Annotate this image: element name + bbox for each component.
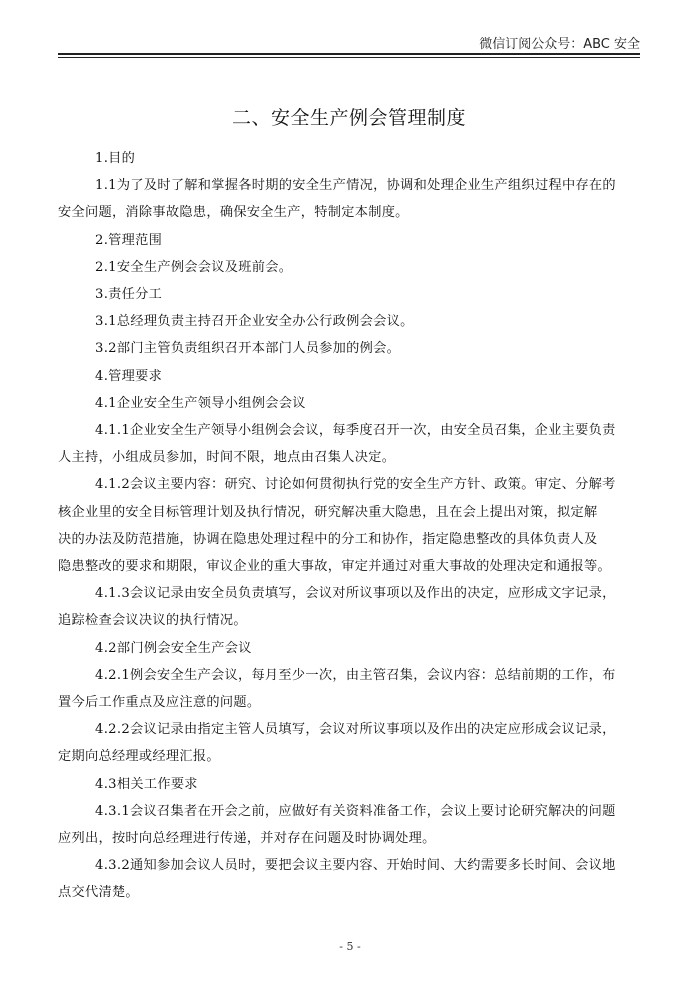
paragraph-continuation: 点交代清楚。 xyxy=(58,885,139,901)
paragraph-line: 4.3.1会议召集者在开会之前，应做好有关资料准备工作，会议上要讨论研究解决的问题 xyxy=(95,803,616,819)
page-header xyxy=(58,0,640,60)
paragraph-line: 3.2部门主管负责组织召开本部门人员参加的例会。 xyxy=(95,341,401,357)
paragraph-line: 1.1为了及时了解和掌握各时期的安全生产情况，协调和处理企业生产组织过程中存在的 xyxy=(95,178,616,194)
paragraph-line: 4.1.2会议主要内容：研究、讨论如何贯彻执行党的安全生产方针、政策。审定、分解考 xyxy=(95,477,616,493)
paragraph-line: 4.3.2通知参加会议人员时，要把会议主要内容、开始时间、大约需要多长时间、会议地 xyxy=(95,858,616,874)
paragraph-continuation: 安全问题，消除事故隐患，确保安全生产，特制定本制度。 xyxy=(58,205,409,221)
paragraph-line: 2.管理范围 xyxy=(95,232,163,248)
paragraph-line: 3.1总经理负责主持召开企业安全办公行政例会会议。 xyxy=(95,314,414,330)
paragraph-line: 4.1企业安全生产领导小组例会会议 xyxy=(95,395,306,411)
document-body xyxy=(58,145,640,907)
paragraph-continuation: 人主持，小组成员参加，时间不限，地点由召集人决定。 xyxy=(58,450,396,466)
paragraph-continuation: 追踪检查会议决议的执行情况。 xyxy=(58,613,247,629)
paragraph-line: 1.目的 xyxy=(95,151,136,166)
paragraph-line: 4.管理要求 xyxy=(95,368,163,384)
paragraph-line: 4.1.3会议记录由安全员负责填写，会议对所议事项以及作出的决定，应形成文字记录， xyxy=(95,586,616,602)
header-rule-thick xyxy=(58,53,640,55)
paragraph-line: 4.3相关工作要求 xyxy=(95,776,198,792)
page-number: - 5 - xyxy=(339,940,361,953)
header-text: 微信订阅公众号：ABC 安全 xyxy=(479,37,640,52)
paragraph-continuation: 定期向总经理或经理汇报。 xyxy=(58,749,220,765)
paragraph-line: 4.1.1企业安全生产领导小组例会会议，每季度召开一次，由安全员召集，企业主要负责 xyxy=(95,423,616,439)
paragraph-continuation: 核企业里的安全目标管理计划及执行情况，研究解决重大隐患，且在会上提出对策，拟定解 决的办法及防范措施，协调在隐患处理过程中的分工和协作，指定隐患整改的具体负责人及 隐患整改的要求和期限，审议企业的重大事故，审定并通过对重大事故的处理决定和通报等。 xyxy=(58,504,611,575)
paragraph-line: 4.2部门例会安全生产会议 xyxy=(95,640,252,656)
paragraph-line: 3.责任分工 xyxy=(95,287,163,303)
page-title: 二、安全生产例会管理制度 xyxy=(231,107,466,129)
paragraph-continuation: 应列出，按时向总经理进行传递，并对存在问题及时协调处理。 xyxy=(58,831,436,847)
paragraph-continuation: 置今后工作重点及应注意的问题。 xyxy=(58,695,261,711)
header-rule-thin xyxy=(58,57,640,58)
paragraph-line: 4.2.1例会安全生产会议，每月至少一次，由主管召集，会议内容：总结前期的工作，布 xyxy=(95,667,616,683)
paragraph-line: 4.2.2会议记录由指定主管人员填写，会议对所议事项以及作出的决定应形成会议记录， xyxy=(95,722,616,738)
paragraph-line: 2.1安全生产例会会议及班前会。 xyxy=(95,259,293,275)
